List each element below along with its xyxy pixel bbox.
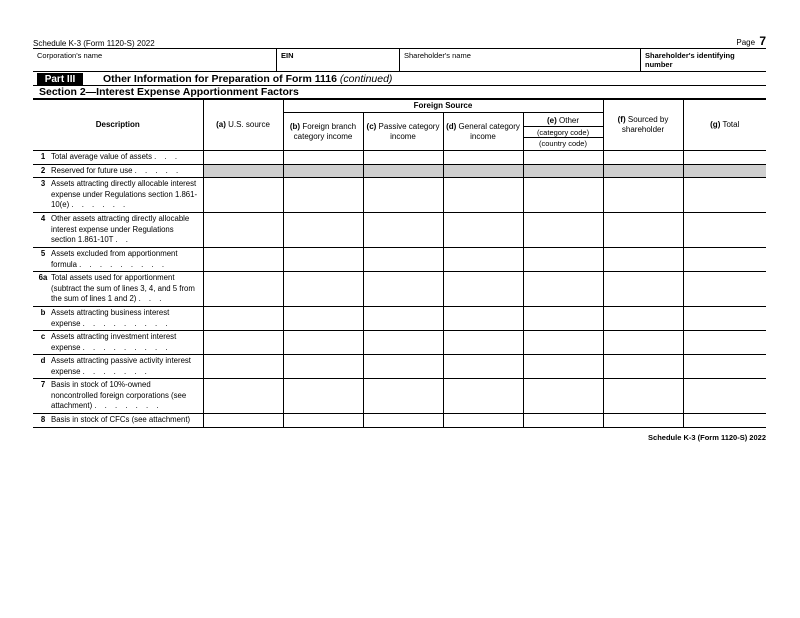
input-cell-a[interactable] xyxy=(203,331,283,355)
input-cell-c[interactable] xyxy=(363,414,443,428)
leader-dots: . . xyxy=(115,235,131,244)
leader-dots: . . . . . . . xyxy=(82,366,150,376)
category-code-field[interactable]: (category code) xyxy=(524,126,603,137)
input-cell-a[interactable] xyxy=(203,272,283,307)
table-row xyxy=(33,355,766,379)
page-header xyxy=(33,34,766,49)
line-description: Basis in stock of CFCs (see attachment) xyxy=(51,415,191,424)
col-f-header: (f) Sourced by shareholder xyxy=(603,100,683,151)
input-cell-f xyxy=(603,164,683,178)
input-cell-g[interactable] xyxy=(683,248,766,272)
input-cell-e[interactable] xyxy=(523,151,603,165)
input-cell-c[interactable] xyxy=(363,151,443,165)
input-cell-c[interactable] xyxy=(363,331,443,355)
col-c-header: (c) Passive category income xyxy=(363,113,443,151)
leader-dots: . . . . . . . . . xyxy=(82,318,171,328)
line-number: 4 xyxy=(40,214,46,223)
leader-dots: . . . xyxy=(154,152,181,161)
page-number: 7 xyxy=(759,34,766,48)
input-cell-f[interactable] xyxy=(603,151,683,165)
input-cell-a[interactable] xyxy=(203,151,283,165)
line-number: 7 xyxy=(40,380,46,389)
col-g-header: (g) Total xyxy=(683,100,766,151)
row-description xyxy=(33,307,203,331)
input-cell-f[interactable] xyxy=(603,355,683,379)
line-description: Other assets attracting directly allocable interest expense under Regulations section 1.861-10T . . xyxy=(51,214,190,244)
line-number: 2 xyxy=(40,165,46,175)
input-cell-c[interactable] xyxy=(363,272,443,307)
input-cell-f[interactable] xyxy=(603,248,683,272)
form-page xyxy=(33,34,766,442)
line-description: Reserved for future use . . . . . xyxy=(51,165,182,175)
description-header: Description xyxy=(33,100,203,151)
page-indicator xyxy=(736,34,766,48)
input-cell-e xyxy=(523,164,603,178)
input-cell-f[interactable] xyxy=(603,331,683,355)
section-title: Section 2—Interest Expense Apportionment Factors xyxy=(33,86,766,99)
input-cell-d[interactable] xyxy=(443,331,523,355)
country-code-field[interactable]: (country code) xyxy=(524,137,603,148)
line-description: Assets attracting directly allocable interest expense under Regulations section 1.861-10(e) . . . . . . xyxy=(51,179,198,209)
input-cell-g[interactable] xyxy=(683,213,766,248)
row-description xyxy=(33,355,203,379)
input-cell-d[interactable] xyxy=(443,307,523,331)
line-description: Total average value of assets . . . xyxy=(51,152,181,161)
part-heading xyxy=(33,73,766,86)
apportionment-table xyxy=(33,99,766,428)
input-cell-e[interactable] xyxy=(523,178,603,213)
input-cell-f[interactable] xyxy=(603,178,683,213)
input-cell-a[interactable] xyxy=(203,248,283,272)
input-cell-b[interactable] xyxy=(283,178,363,213)
input-cell-e[interactable] xyxy=(523,307,603,331)
line-number: 6a xyxy=(38,273,48,282)
input-cell-b[interactable] xyxy=(283,248,363,272)
identification-row xyxy=(33,49,766,72)
input-cell-c[interactable] xyxy=(363,248,443,272)
table-row xyxy=(33,331,766,355)
part-title-suffix: (continued) xyxy=(339,73,393,85)
input-cell-f[interactable] xyxy=(603,414,683,428)
row-description xyxy=(33,379,203,414)
shareholder-name-field[interactable] xyxy=(400,49,641,71)
input-cell-g[interactable] xyxy=(683,355,766,379)
input-cell-a[interactable] xyxy=(203,178,283,213)
schedule-label: Schedule K-3 (Form 1120-S) 2022 xyxy=(33,39,155,48)
input-cell-b xyxy=(283,164,363,178)
input-cell-c xyxy=(363,164,443,178)
row-description xyxy=(33,151,203,165)
input-cell-f[interactable] xyxy=(603,213,683,248)
input-cell-g[interactable] xyxy=(683,178,766,213)
ein-label: EIN xyxy=(281,51,294,60)
input-cell-d[interactable] xyxy=(443,248,523,272)
input-cell-g[interactable] xyxy=(683,331,766,355)
input-cell-b[interactable] xyxy=(283,151,363,165)
input-cell-e[interactable] xyxy=(523,379,603,414)
input-cell-e[interactable] xyxy=(523,248,603,272)
line-description: Assets attracting business interest expense . . . . . . . . . xyxy=(51,308,171,328)
table-row xyxy=(33,178,766,213)
col-b-header: (b) Foreign branch category income xyxy=(283,113,363,151)
line-description: Assets attracting passive activity interest expense . . . . . . . xyxy=(51,356,191,376)
foreign-source-header: Foreign Source xyxy=(283,100,603,113)
corporation-name-label: Corporation's name xyxy=(37,51,103,60)
leader-dots: . . . xyxy=(138,294,165,303)
input-cell-g[interactable] xyxy=(683,307,766,331)
row-description xyxy=(33,164,203,178)
input-cell-d[interactable] xyxy=(443,272,523,307)
line-description: Assets attracting investment interest expense . . . . . . . . . xyxy=(51,332,177,352)
ein-field[interactable] xyxy=(277,49,400,71)
page-footer: Schedule K-3 (Form 1120-S) 2022 xyxy=(648,432,766,442)
input-cell-e[interactable] xyxy=(523,213,603,248)
input-cell-b[interactable] xyxy=(283,272,363,307)
page-label: Page xyxy=(736,38,756,47)
table-row xyxy=(33,414,766,428)
part-title: Other Information for Preparation of Form 1116 (continued) xyxy=(103,73,393,85)
table-row xyxy=(33,248,766,272)
line-number: d xyxy=(40,356,46,365)
row-description xyxy=(33,331,203,355)
input-cell-f[interactable] xyxy=(603,379,683,414)
input-cell-b[interactable] xyxy=(283,331,363,355)
corporation-name-field[interactable] xyxy=(33,49,277,71)
input-cell-c[interactable] xyxy=(363,307,443,331)
leader-dots: . . . . . . xyxy=(71,200,129,209)
line-number: b xyxy=(40,308,46,317)
line-number: c xyxy=(40,332,46,341)
row-description xyxy=(33,213,203,248)
input-cell-a[interactable] xyxy=(203,379,283,414)
table-row xyxy=(33,307,766,331)
input-cell-a[interactable] xyxy=(203,307,283,331)
leader-dots: . . . . . . . . . xyxy=(82,342,171,352)
shareholder-name-label: Shareholder's name xyxy=(404,51,471,60)
shareholder-id-label: Shareholder's identifying number xyxy=(645,51,735,69)
line-description: Assets excluded from apportionment formula . . . . . . . . . xyxy=(51,249,178,269)
input-cell-a[interactable] xyxy=(203,213,283,248)
table-row xyxy=(33,213,766,248)
col-a-header: (a) U.S. source xyxy=(203,100,283,151)
line-number: 1 xyxy=(40,152,46,161)
input-cell-g[interactable] xyxy=(683,272,766,307)
input-cell-d[interactable] xyxy=(443,213,523,248)
row-description xyxy=(33,178,203,213)
row-description xyxy=(33,248,203,272)
input-cell-d[interactable] xyxy=(443,151,523,165)
table-row xyxy=(33,272,766,307)
input-cell-b[interactable] xyxy=(283,379,363,414)
table-row xyxy=(33,151,766,165)
col-d-header: (d) General category income xyxy=(443,113,523,151)
line-description: Basis in stock of 10%-owned noncontrolled foreign corporations (see attachment) . . . . . . . xyxy=(51,380,187,410)
line-number: 5 xyxy=(40,249,46,258)
input-cell-g xyxy=(683,164,766,178)
input-cell-c[interactable] xyxy=(363,178,443,213)
input-cell-f[interactable] xyxy=(603,307,683,331)
input-cell-c[interactable] xyxy=(363,379,443,414)
input-cell-b[interactable] xyxy=(283,213,363,248)
input-cell-d[interactable] xyxy=(443,414,523,428)
table-row xyxy=(33,379,766,414)
row-description xyxy=(33,414,203,428)
input-cell-g[interactable] xyxy=(683,151,766,165)
shareholder-id-field[interactable] xyxy=(641,49,766,71)
line-description: Total assets used for apportionment (subtract the sum of lines 3, 4, and 5 from the sum of lines 1 and 2) . . . xyxy=(51,273,195,303)
input-cell-a[interactable] xyxy=(203,355,283,379)
row-description xyxy=(33,272,203,307)
input-cell-e[interactable] xyxy=(523,331,603,355)
col-e-title: (e) Other xyxy=(546,116,580,125)
input-cell-e[interactable] xyxy=(523,414,603,428)
line-number: 3 xyxy=(40,179,46,188)
col-e-header xyxy=(523,113,603,151)
input-cell-d[interactable] xyxy=(443,178,523,213)
input-cell-c[interactable] xyxy=(363,355,443,379)
input-cell-g[interactable] xyxy=(683,379,766,414)
input-cell-e[interactable] xyxy=(523,355,603,379)
input-cell-a[interactable] xyxy=(203,414,283,428)
input-cell-f[interactable] xyxy=(603,272,683,307)
input-cell-b[interactable] xyxy=(283,307,363,331)
input-cell-e[interactable] xyxy=(523,272,603,307)
input-cell-g[interactable] xyxy=(683,414,766,428)
leader-dots: . . . . . . . xyxy=(94,401,162,410)
input-cell-c[interactable] xyxy=(363,213,443,248)
table-row xyxy=(33,164,766,178)
input-cell-b[interactable] xyxy=(283,414,363,428)
leader-dots: . . . . . xyxy=(134,165,182,175)
input-cell-a xyxy=(203,164,283,178)
leader-dots: . . . . . . . . . xyxy=(79,259,167,269)
input-cell-d xyxy=(443,164,523,178)
line-number: 8 xyxy=(40,415,46,424)
input-cell-d[interactable] xyxy=(443,355,523,379)
part-badge: Part III xyxy=(37,73,83,86)
input-cell-b[interactable] xyxy=(283,355,363,379)
input-cell-d[interactable] xyxy=(443,379,523,414)
